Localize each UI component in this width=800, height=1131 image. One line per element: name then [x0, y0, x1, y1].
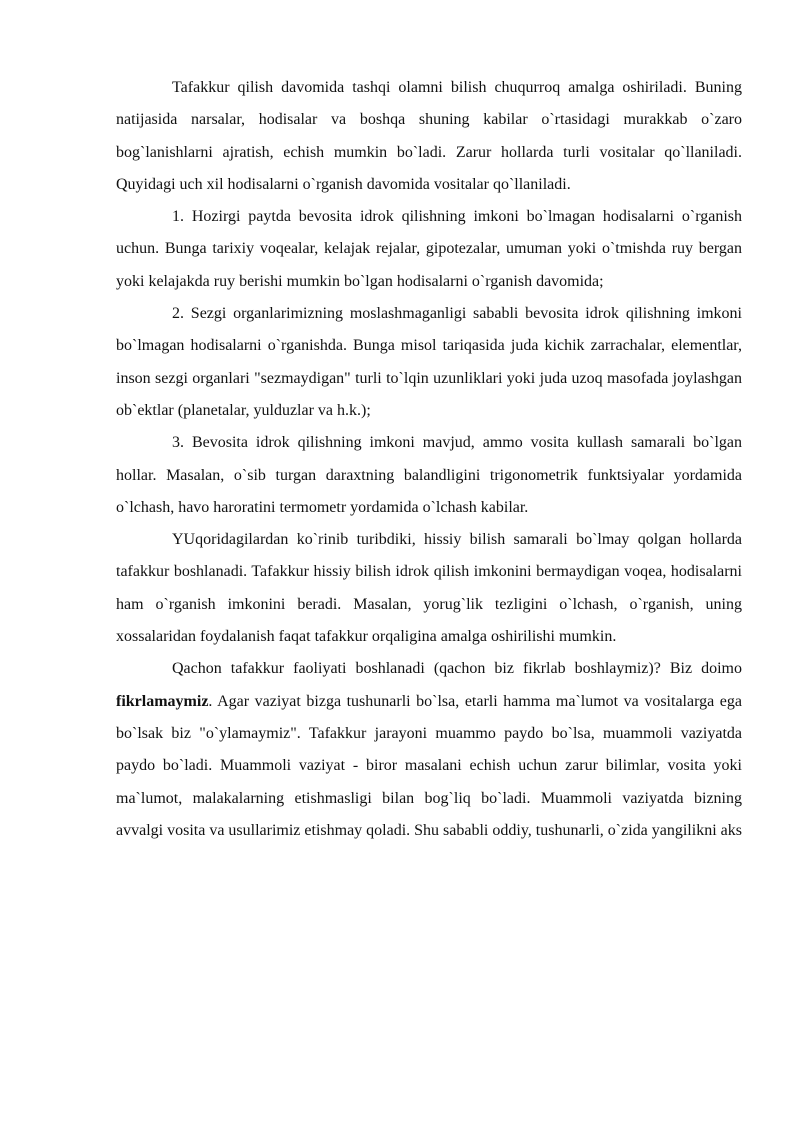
paragraph-intro: Tafakkur qilish davomida tashqi olamni bilish chuqurroq amalga oshiriladi. Buning natijasida narsalar, hodisalar va boshqa shuning kabilar o`rtasidagi murakkab o`zaro bog`lanishlarni ajratish, echish mumkin bo`ladi. Zarur hollarda turli vositalar qo`llaniladi. Quyidagi uch xil hodisalarni o`rganish davomida vositalar qo`llaniladi.	[116, 79, 742, 193]
paragraph-problem-situation	[116, 653, 742, 847]
document-page	[116, 72, 742, 847]
paragraph-item-2: 2. Sezgi organlarimizning moslashmaganligi sababli bevosita idrok qilishning imkoni bo`lmagan hodisalarni o`rganishda. Bunga misol tariqasida juda kichik zarrachalar, elementlar, inson sezgi organlari "sezmaydigan" turli to`lqin uzunliklari yoki juda uzoq masofada joylashgan ob`ektlar (planetalar, yulduzlar va h.k.);	[116, 305, 742, 419]
paragraph-item-3: 3. Bevosita idrok qilishning imkoni mavjud, ammo vosita kullash samarali bo`lgan hollar. Masalan, o`sib turgan daraxtning balandligini trigonometrik funktsiyalar yordamida o`lchash, havo haroratini termometr yordamida o`lchash kabilar.	[116, 434, 742, 516]
paragraph-item-1: 1. Hozirgi paytda bevosita idrok qilishning imkoni bo`lmagan hodisalarni o`rganish uchun. Bunga tarixiy voqealar, kelajak rejalar, gipotezalar, umuman yoki o`tmishda ruy bergan yoki kelajakda ruy berishi mumkin bo`lgan hodisalarni o`rganish davomida;	[116, 208, 742, 290]
bold-term: fikrlamaymiz	[116, 692, 209, 710]
paragraph-text-end: . Agar vaziyat bizga tushunarli bo`lsa, etarli hamma ma`lumot va vositalarga ega bo`lsak biz "o`ylamaymiz". Tafakkur jarayoni muammo paydo bo`lsa, muammoli vaziyatda paydo bo`ladi. Muammoli vaziyat - biror masalani echish uchun zarur bilimlar, vosita yoki ma`lumot, malakalarning etishmasligi bilan bog`liq bo`ladi. Muammoli vaziyatda bizning avvalgi vosita va usullarimiz etishmay qoladi. Shu sababli oddiy, tushunarli, o`zida yangilikni aks	[116, 692, 742, 839]
paragraph-text-start: Qachon tafakkur faoliyati boshlanadi (qachon biz fikrlab boshlaymiz)? Biz doimo	[172, 660, 742, 678]
paragraph-conclusion: YUqoridagilardan ko`rinib turibdiki, hissiy bilish samarali bo`lmay qolgan hollarda tafakkur boshlanadi. Tafakkur hissiy bilish idrok qilish imkonini bermaydigan voqea, hodisalarni ham o`rganish imkonini beradi. Masalan, yorug`lik tezligini o`lchash, o`rganish, uning xossalaridan foydalanish faqat tafakkur orqaligina amalga oshirilishi mumkin.	[116, 531, 742, 646]
